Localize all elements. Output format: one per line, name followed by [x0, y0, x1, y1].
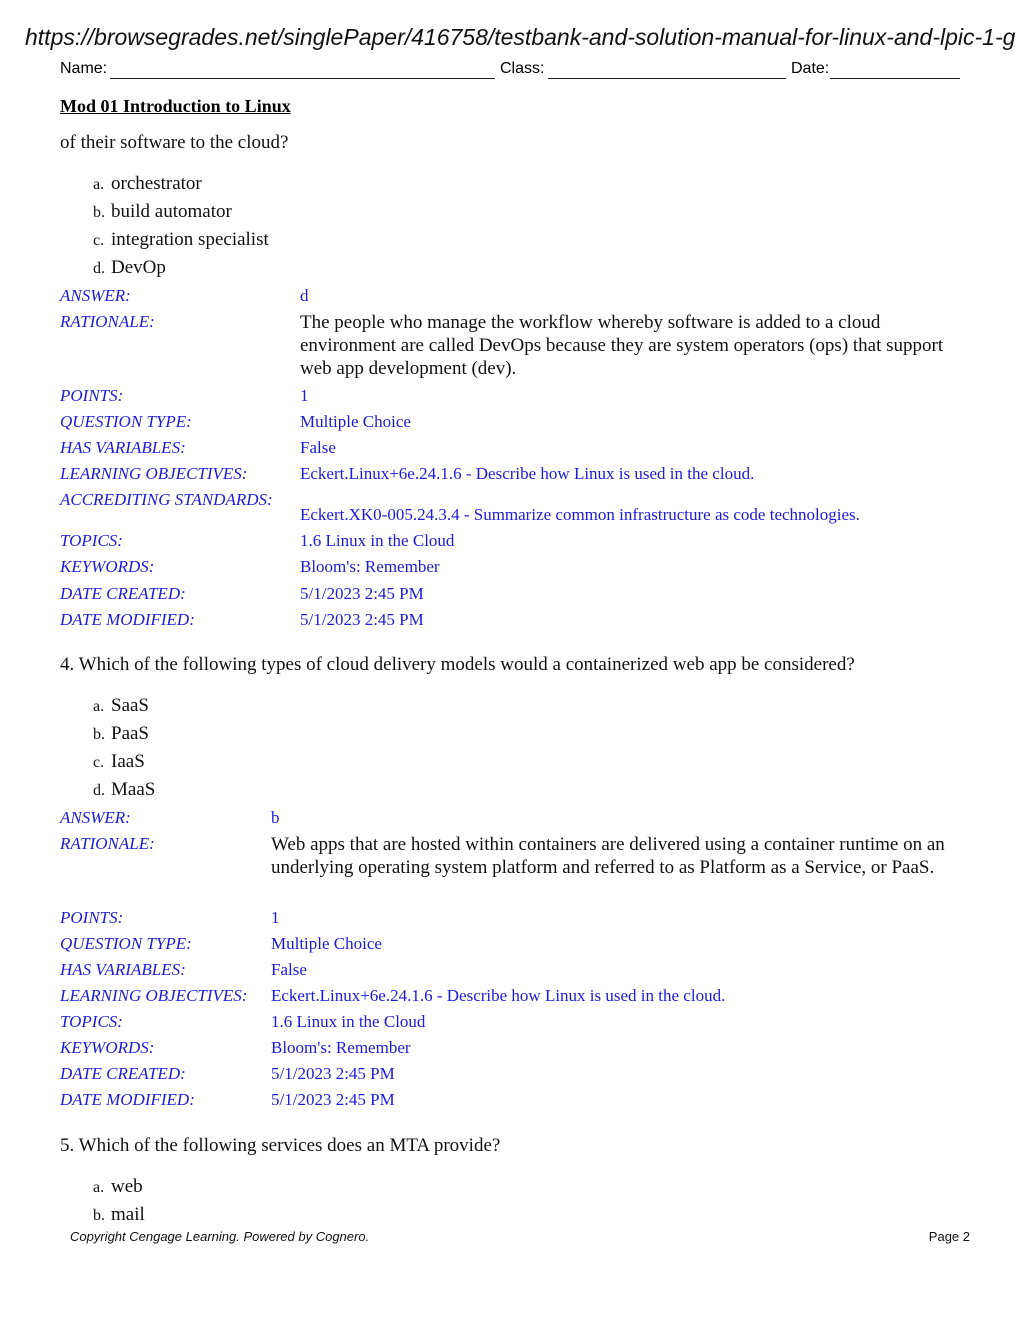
- class-label: Class:: [500, 60, 545, 77]
- option-letter: a.: [93, 698, 105, 715]
- points-value: 1: [271, 908, 280, 927]
- option-text: PaaS: [111, 723, 149, 744]
- learning-objectives-value: Eckert.Linux+6e.24.1.6 - Describe how Linux is used in the cloud.: [300, 464, 755, 483]
- question-type-value: Multiple Choice: [300, 412, 411, 431]
- question-text: Which of the following services does an MTA provide?: [78, 1135, 501, 1156]
- points-value: 1: [300, 386, 309, 405]
- keywords-label: KEYWORDS:: [60, 1038, 155, 1057]
- page-number: Page 2: [928, 1229, 970, 1244]
- has-variables-label: HAS VARIABLES:: [60, 960, 186, 979]
- option-letter: b.: [93, 1207, 105, 1224]
- answer-value: b: [271, 808, 280, 827]
- keywords-label: KEYWORDS:: [60, 557, 155, 576]
- topics-label: TOPICS:: [60, 531, 123, 550]
- topics-value: 1.6 Linux in the Cloud: [300, 531, 455, 550]
- question-number: 5.: [60, 1135, 75, 1156]
- question-type-label: QUESTION TYPE:: [60, 412, 192, 431]
- option-letter: c.: [93, 232, 105, 249]
- rationale-text: Web apps that are hosted within containers are delivered using a container runtime on an underlying operating system platform and referred to as Platform as a Service, or PaaS.: [271, 834, 945, 878]
- date-created-value: 5/1/2023 2:45 PM: [300, 584, 424, 603]
- has-variables-value: False: [300, 438, 336, 457]
- question-text: Which of the following types of cloud delivery models would a containerized web app be considered?: [78, 654, 855, 675]
- option-letter: c.: [93, 754, 105, 771]
- date-modified-value: 5/1/2023 2:45 PM: [271, 1090, 395, 1109]
- date-created-label: DATE CREATED:: [60, 584, 186, 603]
- option-text: DevOp: [111, 257, 166, 278]
- option-text: mail: [111, 1204, 145, 1225]
- option-text: MaaS: [111, 779, 156, 800]
- question-type-label: QUESTION TYPE:: [60, 934, 192, 953]
- q3-stem: of their software to the cloud?: [60, 132, 289, 153]
- option-letter: d.: [93, 782, 105, 799]
- date-modified-label: DATE MODIFIED:: [60, 1090, 195, 1109]
- date-created-value: 5/1/2023 2:45 PM: [271, 1064, 395, 1083]
- topics-value: 1.6 Linux in the Cloud: [271, 1012, 426, 1031]
- module-title: Mod 01 Introduction to Linux: [60, 96, 291, 116]
- date-label: Date:: [791, 60, 830, 77]
- rationale-label: RATIONALE:: [60, 834, 155, 853]
- answer-label: ANSWER:: [60, 286, 131, 305]
- q5-stem: [60, 1135, 500, 1157]
- question-number: 4.: [60, 654, 75, 675]
- option-text: build automator: [111, 201, 232, 222]
- has-variables-label: HAS VARIABLES:: [60, 438, 186, 457]
- date-field-line: [830, 78, 960, 79]
- footer-copyright: Copyright Cengage Learning. Powered by Cognero.: [70, 1229, 370, 1244]
- rationale-label: RATIONALE:: [60, 312, 155, 331]
- name-field-line: [110, 78, 495, 79]
- points-label: POINTS:: [60, 386, 124, 405]
- option-text: SaaS: [111, 695, 149, 716]
- option-letter: b.: [93, 204, 105, 221]
- q4-stem: [60, 654, 855, 676]
- option-letter: b.: [93, 726, 105, 743]
- rationale-text: The people who manage the workflow whereby software is added to a cloud environment are called DevOps because they are system operators (ops) that support web app development (dev).: [300, 312, 944, 379]
- has-variables-value: False: [271, 960, 307, 979]
- class-field-line: [548, 78, 786, 79]
- page-url[interactable]: https://browsegrades.net/singlePaper/416758/testbank-and-solution-manual-for-linux-and-lpic-1-g: [25, 24, 1016, 50]
- option-letter: a.: [93, 176, 105, 193]
- keywords-value: Bloom's: Remember: [300, 557, 440, 576]
- option-letter: a.: [93, 1179, 105, 1196]
- option-text: web: [111, 1176, 143, 1197]
- answer-value: d: [300, 286, 309, 305]
- answer-label: ANSWER:: [60, 808, 131, 827]
- question-type-value: Multiple Choice: [271, 934, 382, 953]
- date-modified-label: DATE MODIFIED:: [60, 610, 195, 629]
- accrediting-standards-value: Eckert.XK0-005.24.3.4 - Summarize common infrastructure as code technologies.: [300, 505, 860, 524]
- accrediting-standards-label: ACCREDITING STANDARDS:: [60, 490, 273, 509]
- date-created-label: DATE CREATED:: [60, 1064, 186, 1083]
- option-text: integration specialist: [111, 229, 269, 250]
- date-modified-value: 5/1/2023 2:45 PM: [300, 610, 424, 629]
- topics-label: TOPICS:: [60, 1012, 123, 1031]
- learning-objectives-label: LEARNING OBJECTIVES:: [60, 464, 248, 483]
- name-label: Name:: [60, 60, 108, 77]
- keywords-value: Bloom's: Remember: [271, 1038, 411, 1057]
- option-letter: d.: [93, 260, 105, 277]
- learning-objectives-value: Eckert.Linux+6e.24.1.6 - Describe how Linux is used in the cloud.: [271, 986, 726, 1005]
- points-label: POINTS:: [60, 908, 124, 927]
- learning-objectives-label: LEARNING OBJECTIVES:: [60, 986, 248, 1005]
- option-text: orchestrator: [111, 173, 202, 194]
- option-text: IaaS: [111, 751, 145, 772]
